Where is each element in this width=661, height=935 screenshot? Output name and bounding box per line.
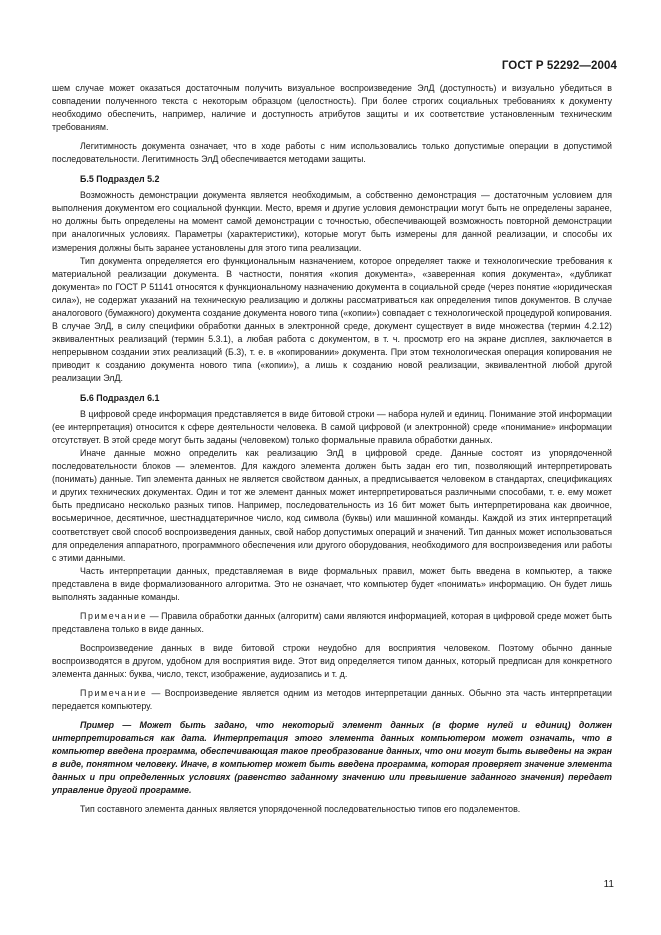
paragraph-composite-type: Тип составного элемента данных является упорядоченной последовательностью типов его подэлементов. [80, 804, 521, 815]
paragraph-reproduction: Воспроизведение данных в виде битовой строки неудобно для восприятия человеком. Поэтому обычно данные воспроизводятся в другом, удобном для восприятия виде. Этот вид определяется типом данных, который предписан для конкретного элемента данных: буква, число, текст, изображение, аудиозапись и т. д. [52, 642, 612, 679]
note-reproduction [52, 687, 612, 713]
section-heading-b6: Б.6 Подраздел 6.1 [80, 393, 160, 404]
note-label: Примечание [80, 688, 148, 699]
section-heading-b5: Б.5 Подраздел 5.2 [80, 174, 160, 185]
paragraph-demonstration: Возможность демонстрации документа является необходимым, а собственно демонстрация — достаточным условием для выполнения документом его социальной функции. Место, время и другие условия демонстрации могут быть не определены заранее, но должны быть определены на момент самой демонстрации с точностью, обеспечивающей возможность повторной демонстрации при аналогичных условиях. Параметры (характеристики), которые могут быть измерены для данной реализации, и способы их измерения должны быть заранее установлены для этого типа реализации. [52, 190, 612, 253]
note-text: — Воспроизведение является одним из методов интерпретации данных. Обычно эта часть интерпретации передается компьютеру. [52, 688, 612, 712]
paragraph-legitimacy: Легитимность документа означает, что в ходе работы с ним использовались только допустимые операции в допустимой последовательности. Легитимность ЭлД обеспечивается методами защиты. [52, 141, 612, 165]
note-algorithm [52, 610, 612, 636]
note-label: Примечание [80, 610, 148, 621]
paragraph-digital-environment: В цифровой среде информация представляется в виде битовой строки — набора нулей и единиц. Понимание этой информации (ее интерпретация) относится к сфере деятельности человека. В самой цифровой (и электронной) среде «понимание» информации отсутствует. В этой среде могут быть заданы (человеком) только формальные правила обработки данных. [52, 409, 612, 446]
document-header: ГОСТ Р 52292—2004 [501, 60, 617, 72]
paragraph-data-definition: Иначе данные можно определить как реализацию ЭлД в цифровой среде. Данные состоят из упорядоченной последовательности блоков — элементов. Для каждого элемента должен быть задан его тип, позволяющий интерпретировать (понимать) данные. Тип элемента данных не является свойством данных, а предписывается человеком в стандартах, спецификациях и других технических документах. Один и тот же элемент данных может интерпретироваться различными способами, т. е. ему может быть предписано несколько разных типов. Например, последовательность из 16 бит может быть интерпретирована как двоичное, восьмеричное, десятичное, шестнадцатеричное число, код символа (буквы) или машинной команды. Каждой из этих интерпретаций соответствует свой способ воспроизведения данных, свой набор допустимых операций и значений. Тип данных может использоваться для определения аппаратного, программного обеспечения или другого оборудования, необходимого для воспроизведения или работы с этими данными. [52, 448, 612, 563]
note-text: — Правила обработки данных (алгоритм) сами являются информацией, которая в цифровой среде может быть представлена только в виде данных. [52, 610, 612, 634]
paragraph-continuation: шем случае может оказаться достаточным получить визуальное воспроизведение ЭлД (доступность) и визуально убедиться в совпадении полученного текста с некоторым образцом (целостность). При более строгих социальных требованиях к документу необходимо обеспечить, например, наличие и доступность атрибутов защиты и их соответствие установленным техническим требованиям. [52, 83, 612, 133]
page-number: 11 [603, 879, 614, 890]
example-block: Пример — Может быть задано, что некоторый элемент данных (в форме нулей и единиц) должен интерпретироваться как дата. Интерпретация этого элемента данных компьютером может означать, что в компьютер введена программа, обеспечивающая такое преобразование данных, что они могут быть выведены на экран в виде, понятном человеку. Иначе, в компьютер может быть введена программа, которая проверяет значение элемента данных и при определенных условиях (равенство заданному значению или превышение заданного значения) передает управление другой программе. [52, 720, 612, 796]
paragraph-document-type: Тип документа определяется его функциональным назначением, которое определяет также и технологические требования к материальной реализации документа. В частности, понятия «копия документа», «заверенная копия документа», «дубликат документа» по ГОСТ Р 51141 относятся к функциональному назначению документа в социальной среде (через понятие «юридическая сила»), не содержат указаний на техническую реализацию и должны рассматриваться как определения типов документов. В случае аналогового (бумажного) документа создание документа нового типа («копии») совпадает с технологической процедурой копирования. В случае ЭлД, в силу специфики обработки данных в электронной среде, документ существует в виде множества (термин 4.2.12) эквивалентных реализаций (термин 5.3.1), а любая работа с документом, в т. ч. просмотр его на экране дисплея, заключается в непрерывном создании этих реализаций (Б.3), т. е. в «копировании» документа. При этом технологическая операция копирования не приводит к созданию документа нового типа («копии»), а лишь к созданию новой реализации, эквивалентной любой другой реализации ЭлД. [52, 255, 612, 383]
paragraph-formal-rules: Часть интерпретации данных, представляемая в виде формальных правил, может быть введена в компьютер, а также представлена в виде формализованного алгоритма. Это не означает, что компьютер будет «понимать» информацию. Он будет лишь выполнять заданные команды. [52, 565, 612, 602]
page-body [52, 82, 612, 816]
